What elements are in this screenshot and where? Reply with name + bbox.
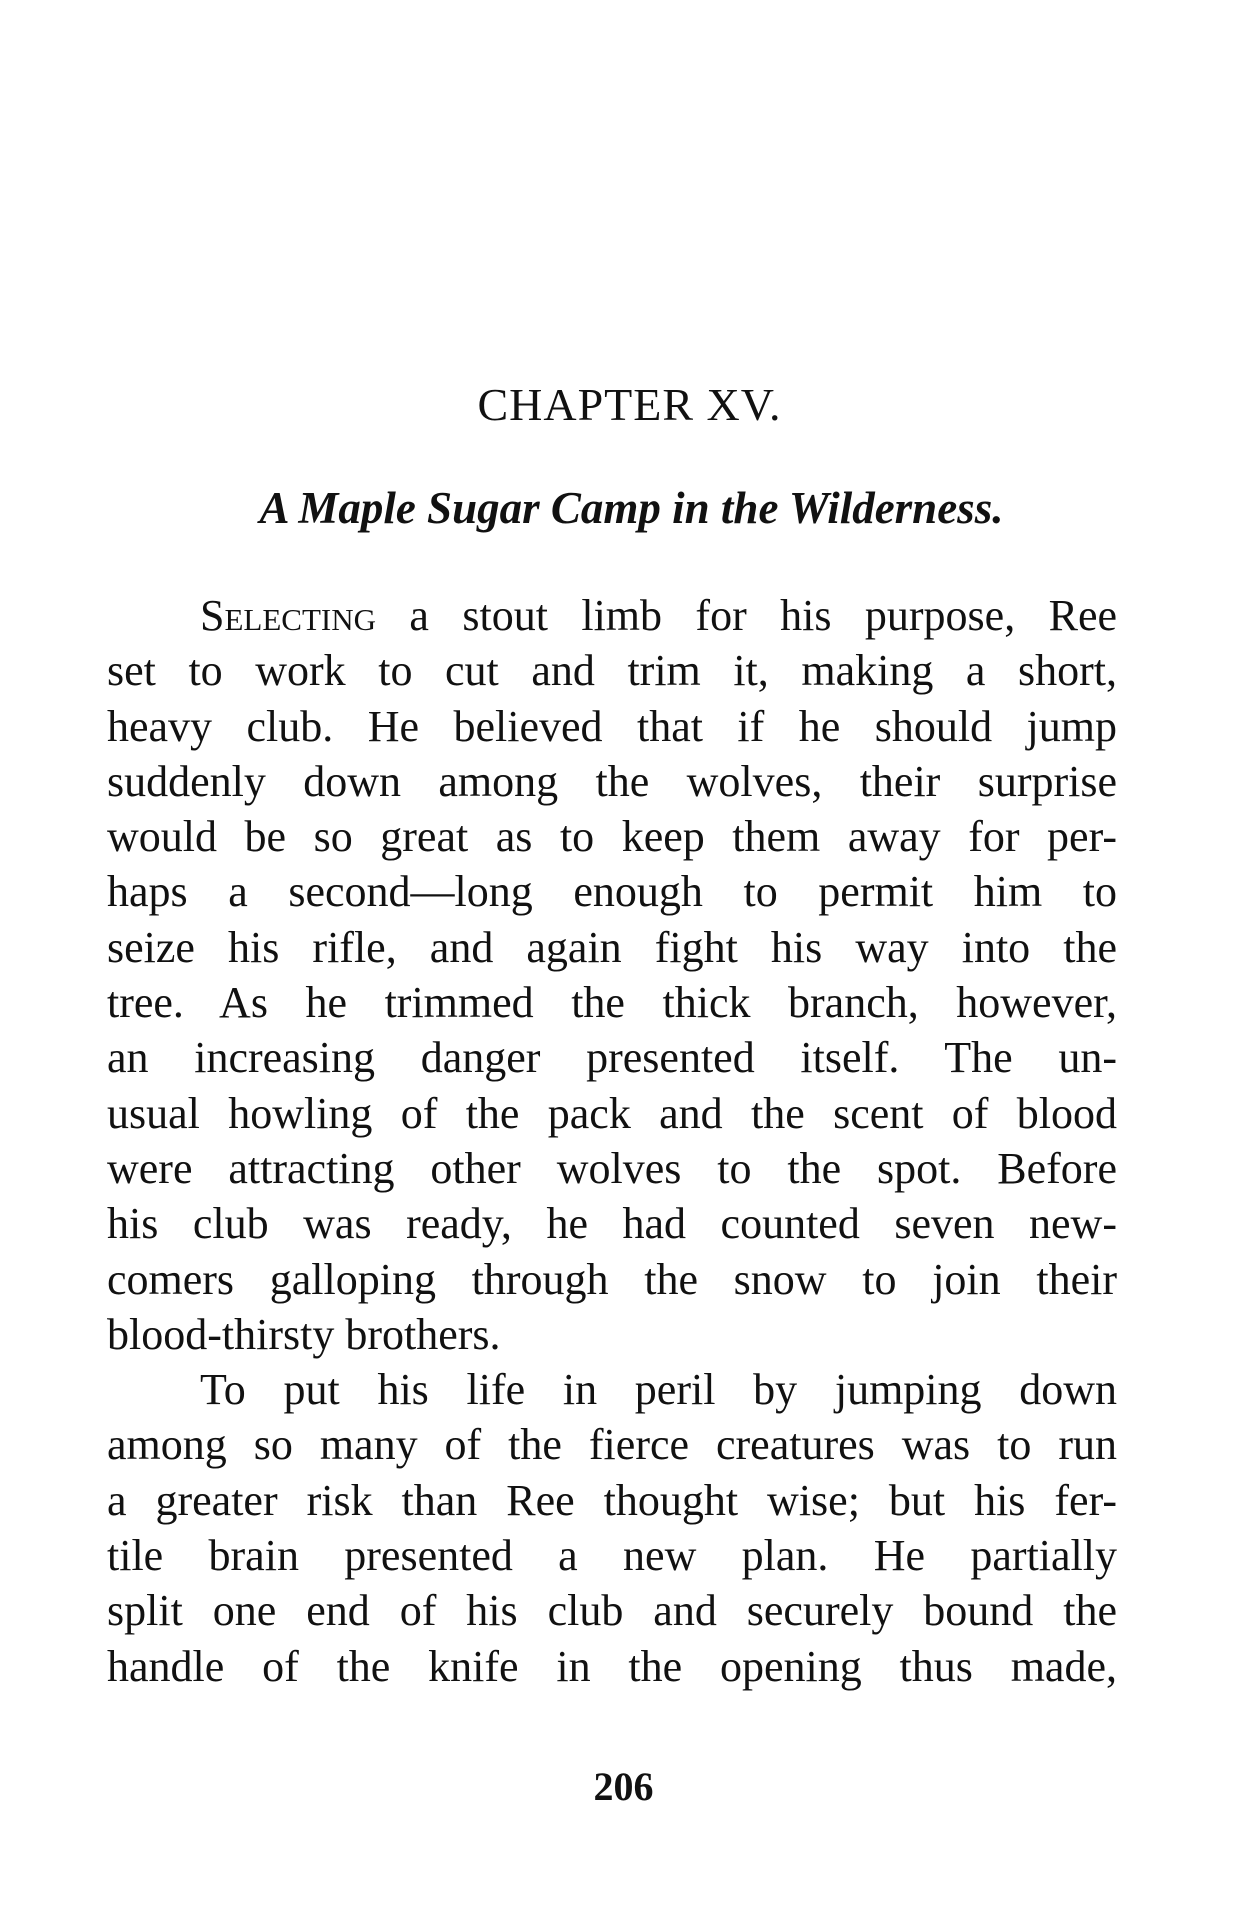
text-line: usual howling of the pack and the scent of blood: [107, 1088, 1117, 1138]
text-line: heavy club. He believed that if he should jump: [107, 701, 1117, 751]
text-line: To put his life in peril by jumping down: [200, 1365, 1117, 1415]
chapter-subtitle: A Maple Sugar Camp in the Wilderness.: [259, 483, 1004, 533]
text-line: among so many of the fierce creatures was to run: [107, 1420, 1117, 1470]
paragraph-1: [107, 588, 1117, 1362]
text-line: seize his rifle, and again fight his way into the: [107, 922, 1117, 972]
text-line: would be so great as to keep them away for per-: [107, 812, 1117, 862]
paragraph-2: [107, 1362, 1117, 1694]
text-line: handle of the knife in the opening thus made,: [107, 1641, 1117, 1691]
chapter-heading: CHAPTER XV.: [477, 379, 782, 430]
text-line: haps a second—long enough to permit him to: [107, 867, 1117, 917]
text-line: blood-thirsty brothers.: [107, 1309, 501, 1359]
text-line: tile brain presented a new plan. He partially: [107, 1531, 1117, 1581]
text-line: comers galloping through the snow to join their: [107, 1254, 1117, 1304]
text-line: a greater risk than Ree thought wise; but his fer-: [107, 1475, 1117, 1525]
text-line: an increasing danger presented itself. The un-: [107, 1033, 1117, 1083]
text-line: suddenly down among the wolves, their surprise: [107, 756, 1117, 806]
text-line: his club was ready, he had counted seven new-: [107, 1199, 1117, 1249]
page-number: 206: [593, 1764, 654, 1809]
text-line: Selecting a stout limb for his purpose, Ree: [200, 591, 1118, 640]
text-line: set to work to cut and trim it, making a short,: [107, 646, 1117, 696]
text-line: tree. As he trimmed the thick branch, however,: [107, 978, 1117, 1028]
body-text: [107, 588, 1117, 1694]
lead-word: Selecting: [200, 591, 376, 640]
text-line: split one end of his club and securely bound the: [107, 1586, 1117, 1636]
text-line: were attracting other wolves to the spot. Before: [107, 1143, 1117, 1193]
